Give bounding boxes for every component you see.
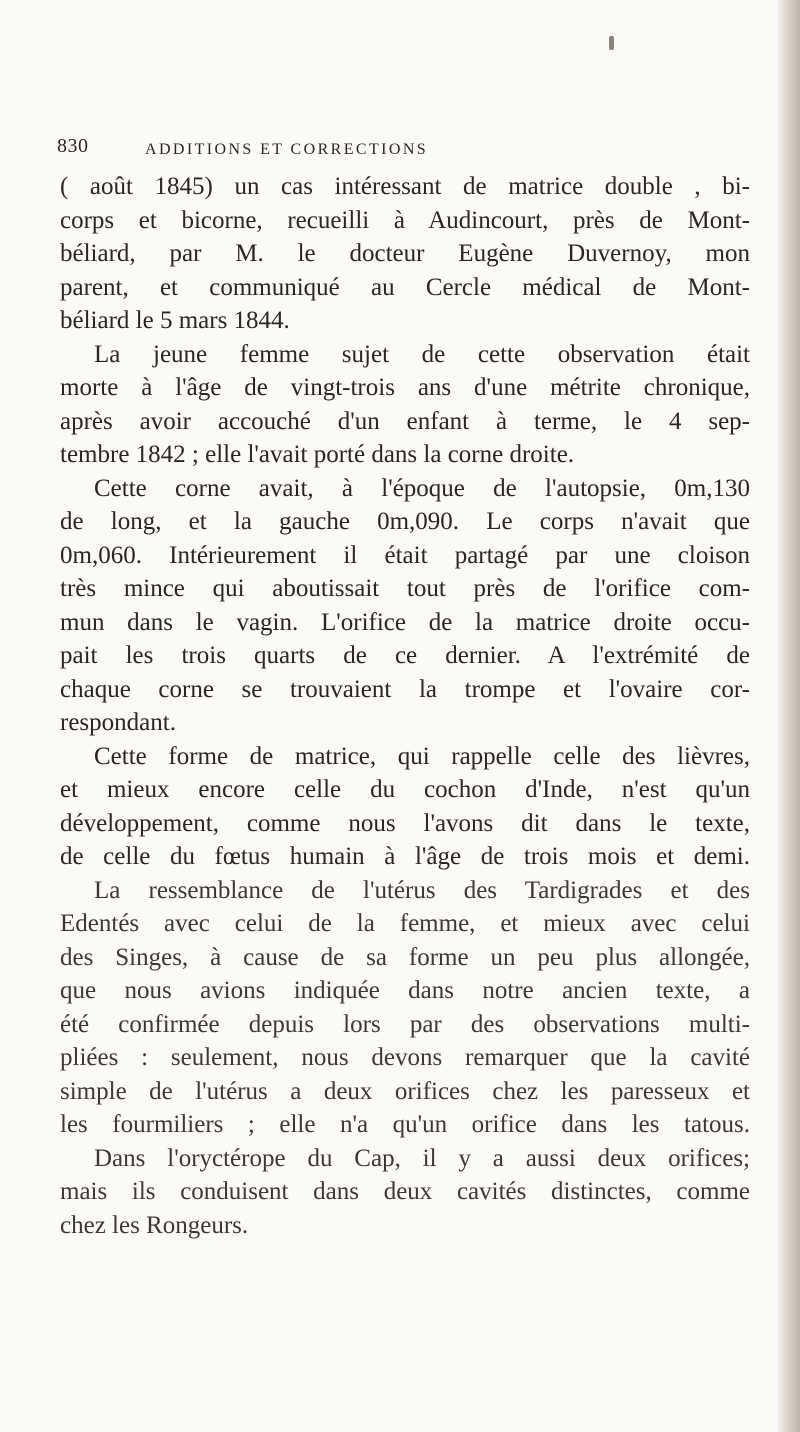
text-line: les fourmiliers ; elle n'a qu'un orifice dans les tatous. bbox=[60, 1111, 750, 1138]
text-line: La jeune femme sujet de cette observation était bbox=[94, 340, 750, 368]
text-line: développement, comme nous l'avons dit dans le texte, bbox=[60, 809, 750, 837]
text-line: Cette forme de matrice, qui rappelle celle des lièvres, bbox=[94, 742, 750, 770]
text-line: respondant. bbox=[60, 709, 176, 736]
ink-speck bbox=[609, 36, 614, 50]
text-line: La ressemblance de l'utérus des Tardigrades et des bbox=[94, 876, 750, 904]
text-line: chez les Rongeurs. bbox=[60, 1211, 249, 1239]
text-line: été confirmée depuis lors par des observations multi- bbox=[60, 1010, 750, 1038]
text-line: morte à l'âge de vingt-trois ans d'une métrite chronique, bbox=[60, 374, 750, 401]
text-line: que nous avions indiquée dans notre ancien texte, a bbox=[60, 977, 750, 1004]
text-line: Cette corne avait, à l'époque de l'autopsie, 0m,130 bbox=[94, 474, 750, 502]
text-line: parent, et communiqué au Cercle médical de Mont- bbox=[60, 273, 750, 301]
body-text bbox=[60, 170, 750, 1242]
text-line: chaque corne se trouvaient la trompe et l'ovaire cor- bbox=[60, 675, 750, 703]
text-line: et mieux encore celle du cochon d'Inde, n'est qu'un bbox=[60, 776, 750, 803]
text-line: 0m,060. Intérieurement il était partagé par une cloison bbox=[60, 541, 750, 569]
text-line: pait les trois quarts de ce dernier. A l'extrémité de bbox=[60, 642, 750, 669]
text-line: tembre 1842 ; elle l'avait porté dans la corne droite. bbox=[60, 441, 575, 468]
text-line: des Singes, à cause de sa forme un peu plus allongée, bbox=[60, 943, 750, 971]
text-line: pliées : seulement, nous devons remarquer que la cavité bbox=[60, 1044, 750, 1071]
text-line: de celle du fœtus humain à l'âge de trois mois et demi. bbox=[60, 843, 750, 870]
text-line: simple de l'utérus a deux orifices chez les paresseux et bbox=[60, 1077, 750, 1105]
text-line: corps et bicorne, recueilli à Audincourt, près de Mont- bbox=[60, 206, 750, 234]
text-line: mais ils conduisent dans deux cavités distinctes, comme bbox=[60, 1178, 750, 1205]
text-line: ( août 1845) un cas intéressant de matrice double , bi- bbox=[60, 173, 750, 200]
text-line: béliard, par M. le docteur Eugène Duvernoy, mon bbox=[60, 240, 750, 267]
text-line: béliard le 5 mars 1844. bbox=[60, 307, 290, 334]
page-edge-shadow bbox=[778, 0, 800, 1432]
text-line: Edentés avec celui de la femme, et mieux avec celui bbox=[60, 910, 750, 937]
page-number: 830 bbox=[57, 135, 89, 157]
text-line: de long, et la gauche 0m,090. Le corps n'avait que bbox=[60, 508, 750, 535]
text-line: après avoir accouché d'un enfant à terme, le 4 sep- bbox=[60, 407, 750, 435]
page-header bbox=[57, 135, 717, 165]
text-line: mun dans le vagin. L'orifice de la matrice droite occu- bbox=[60, 608, 750, 636]
running-head: ADDITIONS ET CORRECTIONS bbox=[145, 141, 429, 158]
text-line: Dans l'oryctérope du Cap, il y a aussi deux orifices; bbox=[94, 1144, 750, 1172]
text-line: très mince qui aboutissait tout près de l'orifice com- bbox=[60, 575, 750, 602]
